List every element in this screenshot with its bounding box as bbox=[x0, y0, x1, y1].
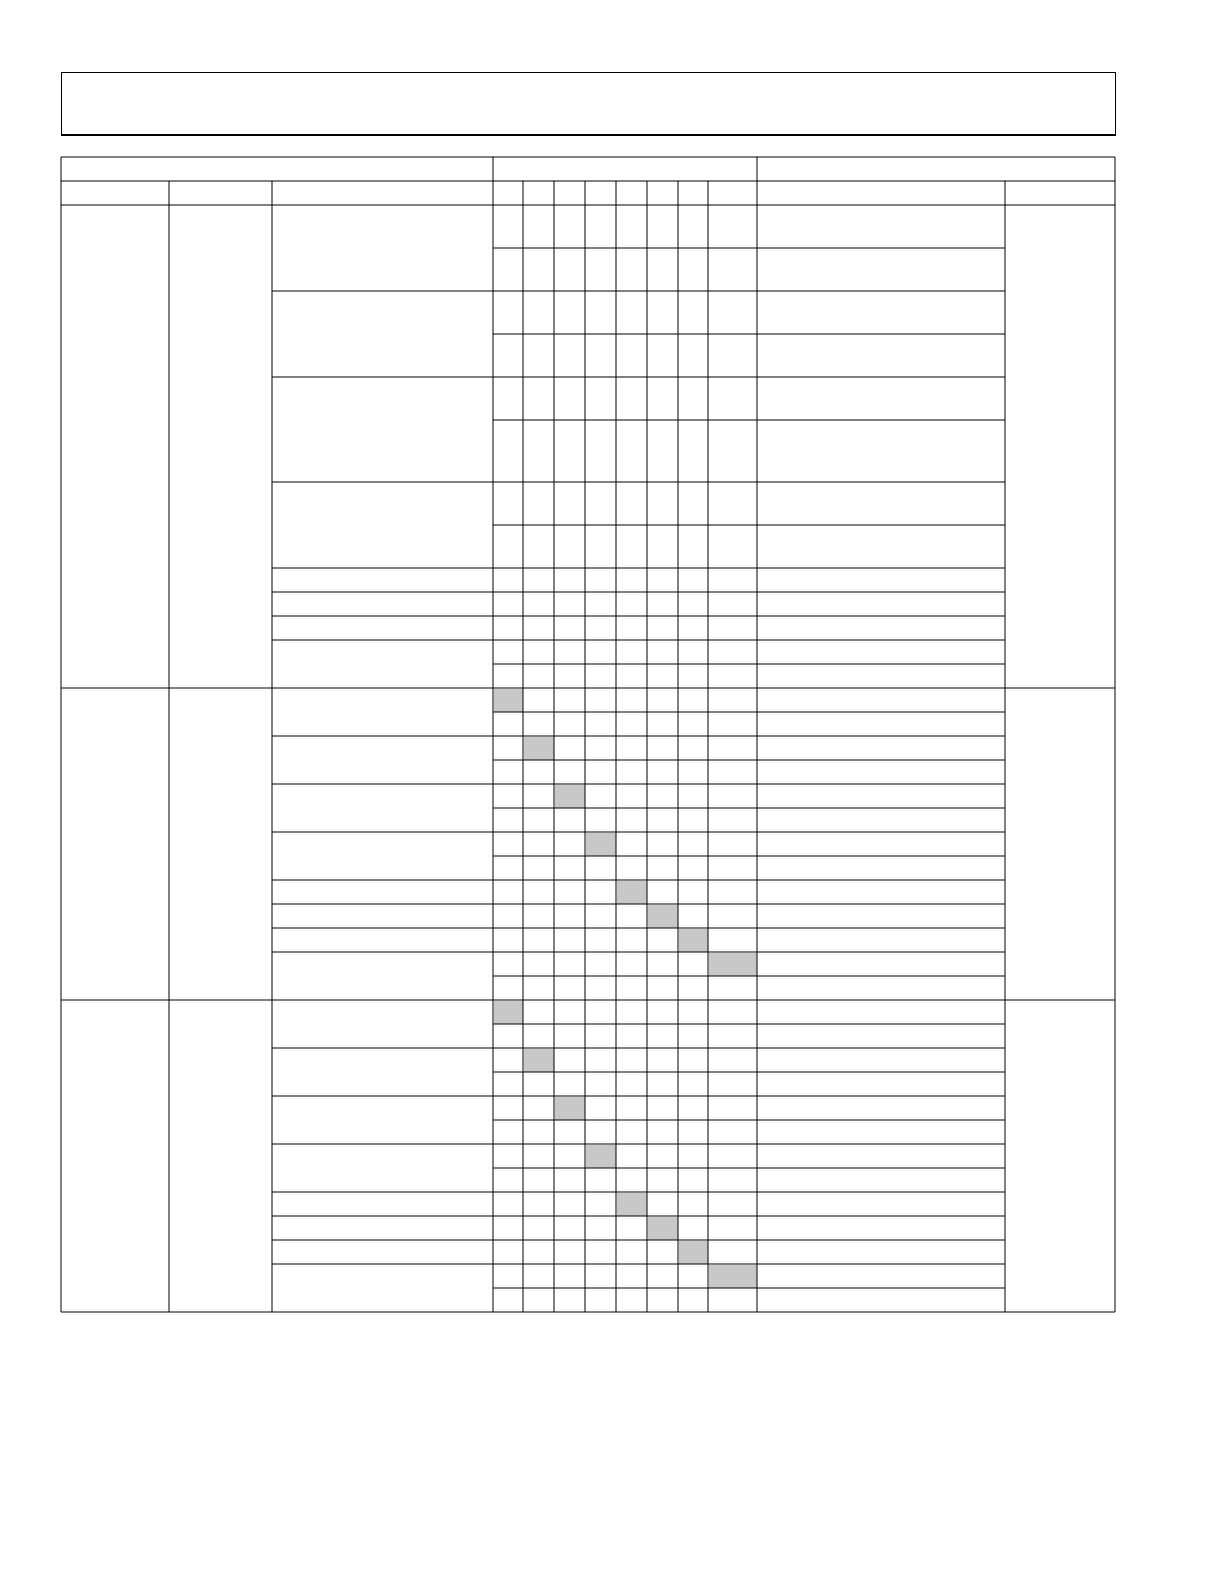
section-3-bit2-shade bbox=[648, 1217, 678, 1240]
section-3-bit1-shade bbox=[679, 1241, 708, 1264]
section-3-bit6-shade bbox=[524, 1049, 554, 1072]
section-2-bit3-shade bbox=[617, 881, 647, 904]
section-3-bit0-shade bbox=[709, 1265, 757, 1288]
section-2-bit4-shade bbox=[586, 833, 616, 856]
section-2-bit0-shade bbox=[709, 953, 757, 976]
section-2-bit7-shade bbox=[494, 689, 523, 712]
section-2-bit6-shade bbox=[524, 737, 554, 760]
section-3-bit4-shade bbox=[586, 1145, 616, 1168]
section-3-bit7-shade bbox=[494, 1001, 523, 1024]
section-2-bit1-shade bbox=[679, 929, 708, 952]
section-3-bit5-shade bbox=[555, 1097, 585, 1120]
section-2-bit2-shade bbox=[648, 905, 678, 928]
section-3-bit3-shade bbox=[617, 1193, 647, 1216]
section-2-bit5-shade bbox=[555, 785, 585, 808]
